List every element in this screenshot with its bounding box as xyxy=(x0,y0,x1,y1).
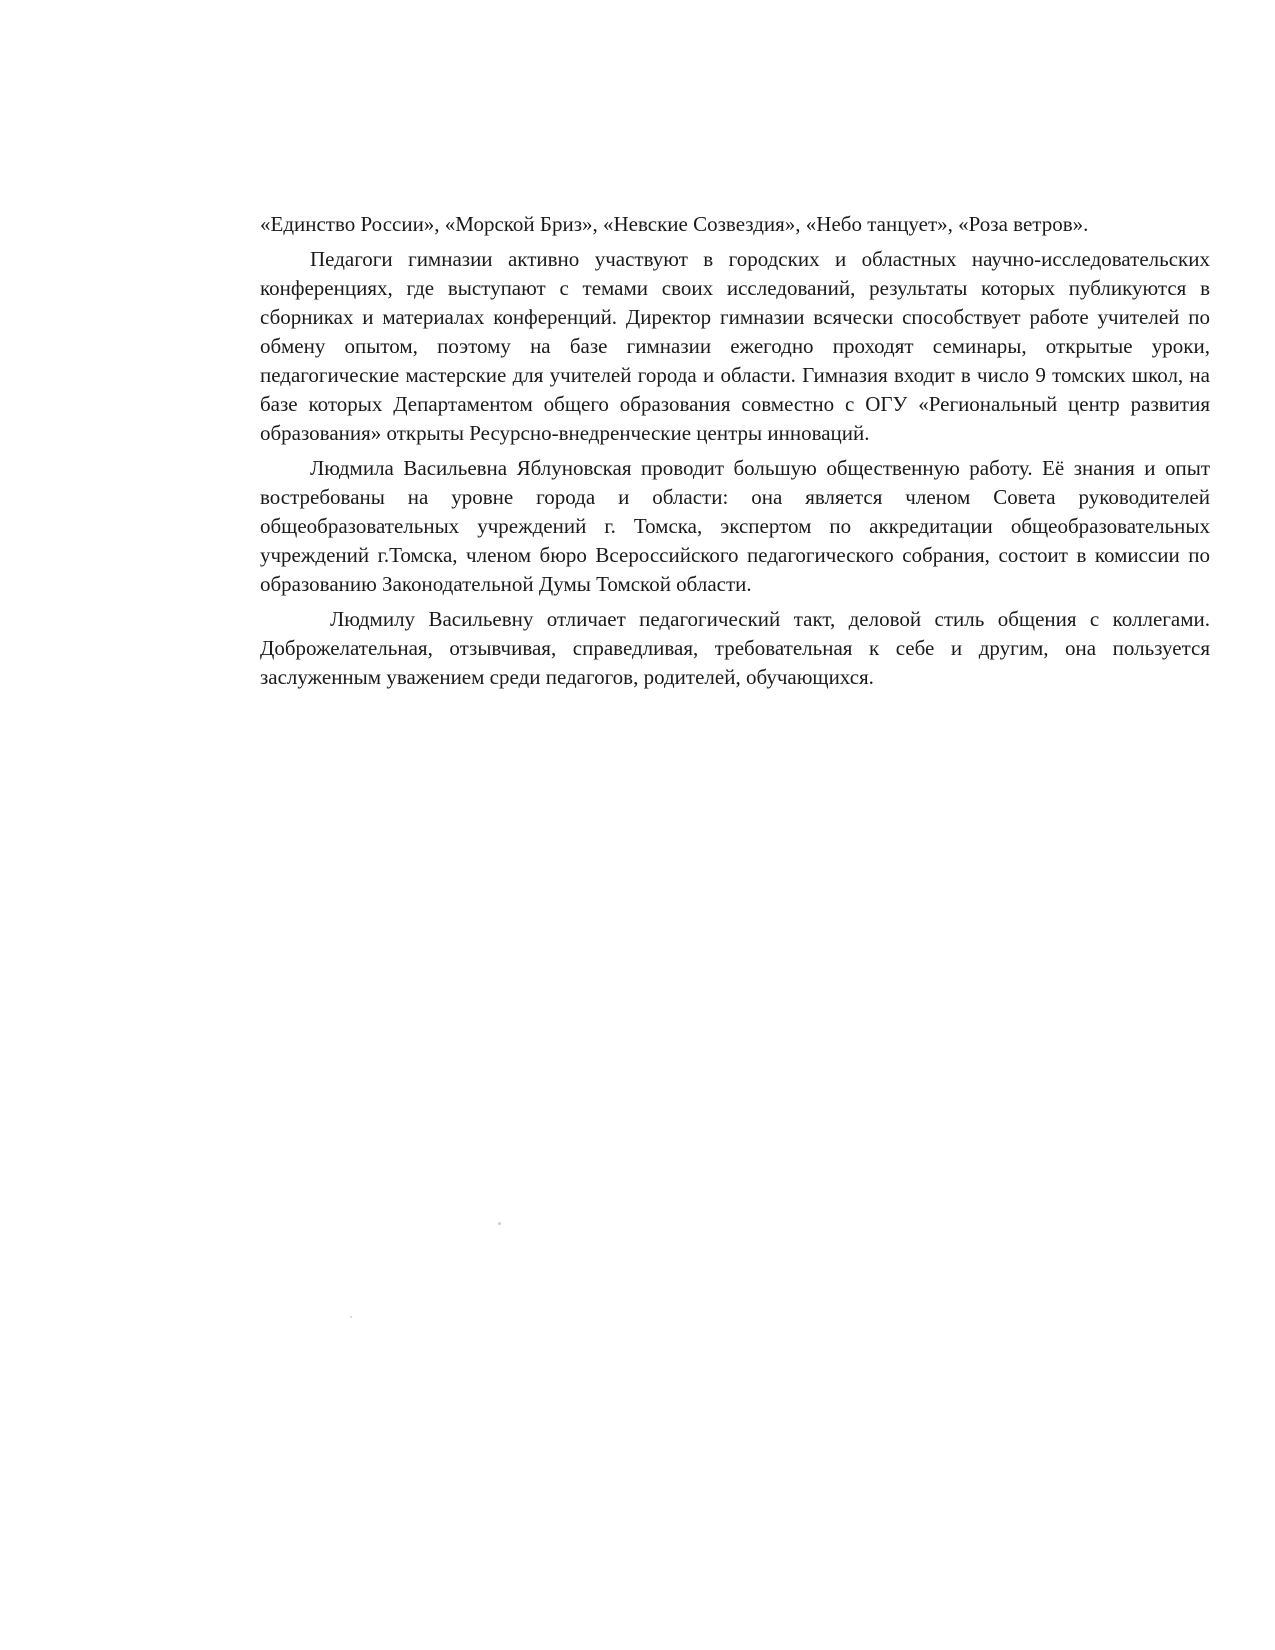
scan-speck xyxy=(350,1316,352,1318)
paragraph-public-work: Людмила Васильевна Яблуновская проводит большую общественную работу. Её знания и опыт востребованы на уровне города и области: она является членом Совета руководителей общеобразовательных учреждений г. Томска, экспертом по аккредитации общеобразовательных учреждений г.Томска, членом бюро Всероссийского педагогического собрания, состоит в комиссии по образованию Законодательной Думы Томской области. xyxy=(260,456,1210,596)
paragraph-teachers-conferences: Педагоги гимназии активно участвуют в городских и областных научно-исследовательских конференциях, где выступают с темами своих исследований, результаты которых публикуются в сборниках и материалах конференций. Директор гимназии всячески способствует работе учителей по обмену опытом, поэтому на базе гимназии ежегодно проходят семинары, открытые уроки, педагогические мастерские для учителей города и области. Гимназия входит в число 9 томских школ, на базе которых Департаментом общего образования совместно с ОГУ «Региональный центр развития образования» открыты Ресурсно-внедренческие центры инноваций. xyxy=(260,247,1210,445)
scan-speck xyxy=(498,1222,501,1225)
paragraph-ensembles-list: «Единство России», «Морской Бриз», «Невские Созвездия», «Небо танцует», «Роза ветров». xyxy=(260,212,1089,236)
document-body xyxy=(260,210,1210,698)
paragraph-character: Людмилу Васильевну отличает педагогический такт, деловой стиль общения с коллегами. Доброжелательная, отзывчивая, справедливая, требовательная к себе и другим, она пользуется заслуженным уважением среди педагогов, родителей, обучающихся. xyxy=(260,607,1210,689)
